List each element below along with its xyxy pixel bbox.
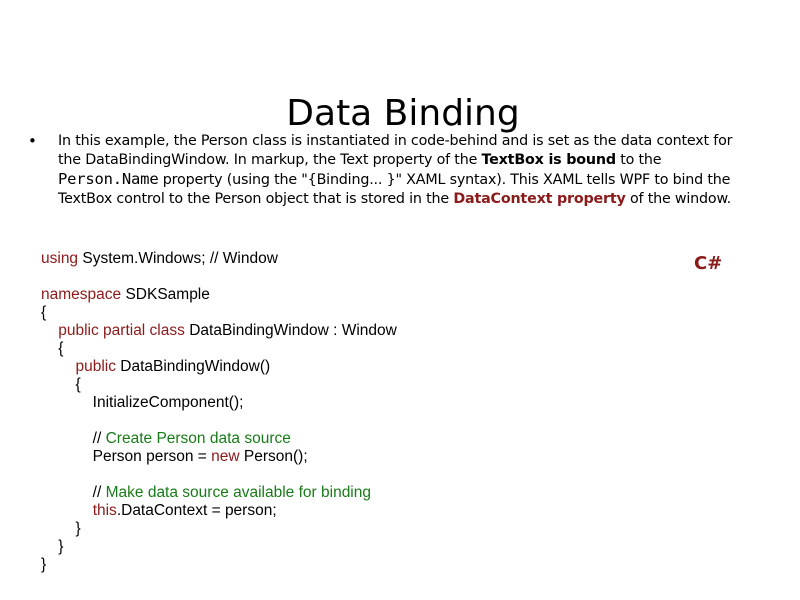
code-text: Person(); [239,448,308,465]
code-keyword: public [75,358,116,375]
code-line [41,538,397,556]
code-line [41,502,397,520]
code-comment: Make data source available for binding [105,484,371,501]
code-keyword: new [211,448,240,465]
code-line [41,430,397,448]
code-line [41,304,397,322]
code-line [41,376,397,394]
code-text [41,502,93,519]
code-text [41,322,58,339]
code-keyword: namespace [41,286,122,303]
code-keyword: this [92,502,117,519]
code-block [41,250,397,574]
code-text: DataBindingWindow : Window [184,322,397,339]
code-text: DataBindingWindow() [115,358,271,375]
code-line [41,358,397,376]
code-text: // [41,430,106,447]
code-text: { [41,340,64,357]
code-text: // [41,484,106,501]
code-keyword: public partial class [58,322,185,339]
code-text: .DataContext = person; [116,502,277,519]
slide-title: Data Binding [286,93,520,134]
code-text: } [41,556,47,573]
code-text: System.Windows; // Window [78,250,278,267]
bullet-segment-mono: Person.Name [58,170,159,188]
code-line [41,412,397,430]
bullet-segment-normal: of the window. [625,191,731,207]
code-keyword: using [41,250,79,267]
code-text: } [41,520,81,537]
code-text: { [41,304,47,321]
code-line [41,520,397,538]
code-text: } [41,538,64,555]
bullet-segment-normal: to the [615,152,662,168]
code-comment: Create Person data source [105,430,291,447]
bullet-marker: • [28,132,37,150]
code-line [41,286,397,304]
code-line [41,394,397,412]
bullet-segment-normal: property (using the "{Binding... }" XAML syntax). This XAML tells WPF to bind the TextBox control to the Person object that is stored in the [58,172,731,207]
code-line [41,484,397,502]
bullet-segment-normal: In this example, the Person class is instantiated in code-behind and is set as the data context for the DataBindingWindow. In markup, the Text property of the [58,133,733,168]
code-text [41,358,75,375]
code-text: SDKSample [121,286,210,303]
code-text: Person person = [41,448,212,465]
code-text: InitializeComponent(); [41,394,244,411]
code-line [41,322,397,340]
language-label: C# [694,253,723,274]
code-line [41,250,397,268]
bullet-paragraph [58,132,748,209]
code-line [41,556,397,574]
bullet-segment-red: DataContext property [453,191,626,207]
code-text: { [41,376,81,393]
code-line [41,466,397,484]
code-line [41,340,397,358]
code-line [41,448,397,466]
code-line [41,268,397,286]
bullet-segment-bold: TextBox is bound [481,152,616,168]
